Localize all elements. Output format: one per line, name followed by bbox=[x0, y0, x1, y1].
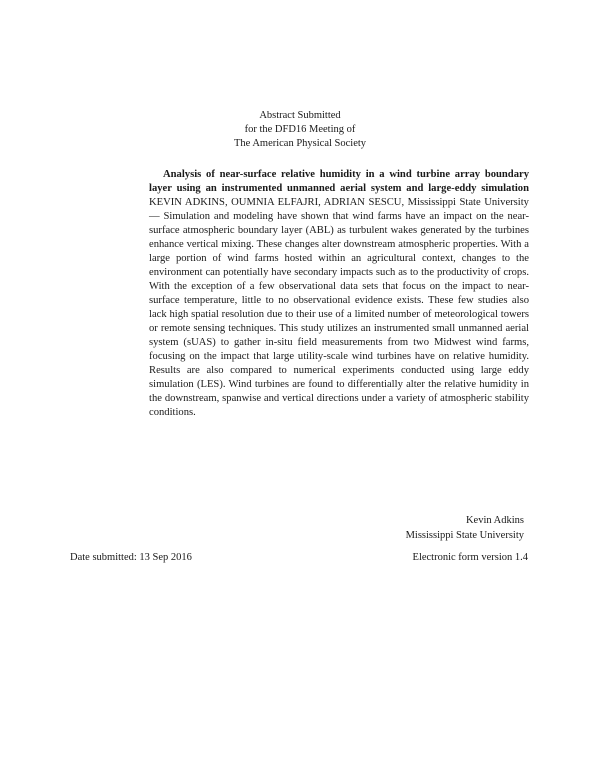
signature-block bbox=[406, 513, 524, 543]
signature-institution: Mississippi State University bbox=[405, 530, 524, 541]
form-version: Electronic form version 1.4 bbox=[412, 552, 528, 563]
header-line-1: Abstract Submitted bbox=[259, 110, 341, 121]
abstract-affiliation: Mississippi State University bbox=[404, 197, 529, 208]
abstract-title: Analysis of near-surface relative humidity in a wind turbine array boundary layer using an instrumented unmanned aerial system and large-eddy simulation bbox=[149, 169, 529, 194]
abstract-paragraph bbox=[149, 168, 529, 420]
header-line-3: The American Physical Society bbox=[233, 138, 367, 149]
header-line-2: for the DFD16 Meeting of bbox=[244, 124, 356, 135]
date-submitted: Date submitted: 13 Sep 2016 bbox=[70, 552, 192, 563]
submission-header bbox=[0, 109, 600, 151]
abstract-authors: KEVIN ADKINS, OUMNIA ELFAJRI, ADRIAN SESCU, bbox=[149, 197, 405, 208]
signature-name: Kevin Adkins bbox=[465, 515, 524, 526]
abstract-body: — Simulation and modeling have shown that wind farms have an impact on the near-surface atmospheric boundary layer (ABL) as turbulent wakes generated by the turbines enhance vertical mixing. These changes alter downstream atmospheric properties. With a large portion of wind farms hosted within an agricultural context, changes to the environment can potentially have secondary impacts such as to the productivity of crops. With the exception of a few observational data sets that focus on the impact to near-surface temperature, little to no observational evidence exists. These few studies also lack high spatial resolution due to their use of a limited number of meteorological towers or remote sensing techniques. This study utilizes an instrumented small unmanned aerial system (sUAS) to gather in-situ field measurements from two Midwest wind farms, focusing on the impact that large utility-scale wind turbines have on relative humidity. Results are also compared to numerical experiments conducted using large eddy simulation (LES). Wind turbines are found to differentially alter the relative humidity in the downstream, spanwise and vertical directions under a variety of atmospheric stability conditions. bbox=[149, 211, 529, 418]
